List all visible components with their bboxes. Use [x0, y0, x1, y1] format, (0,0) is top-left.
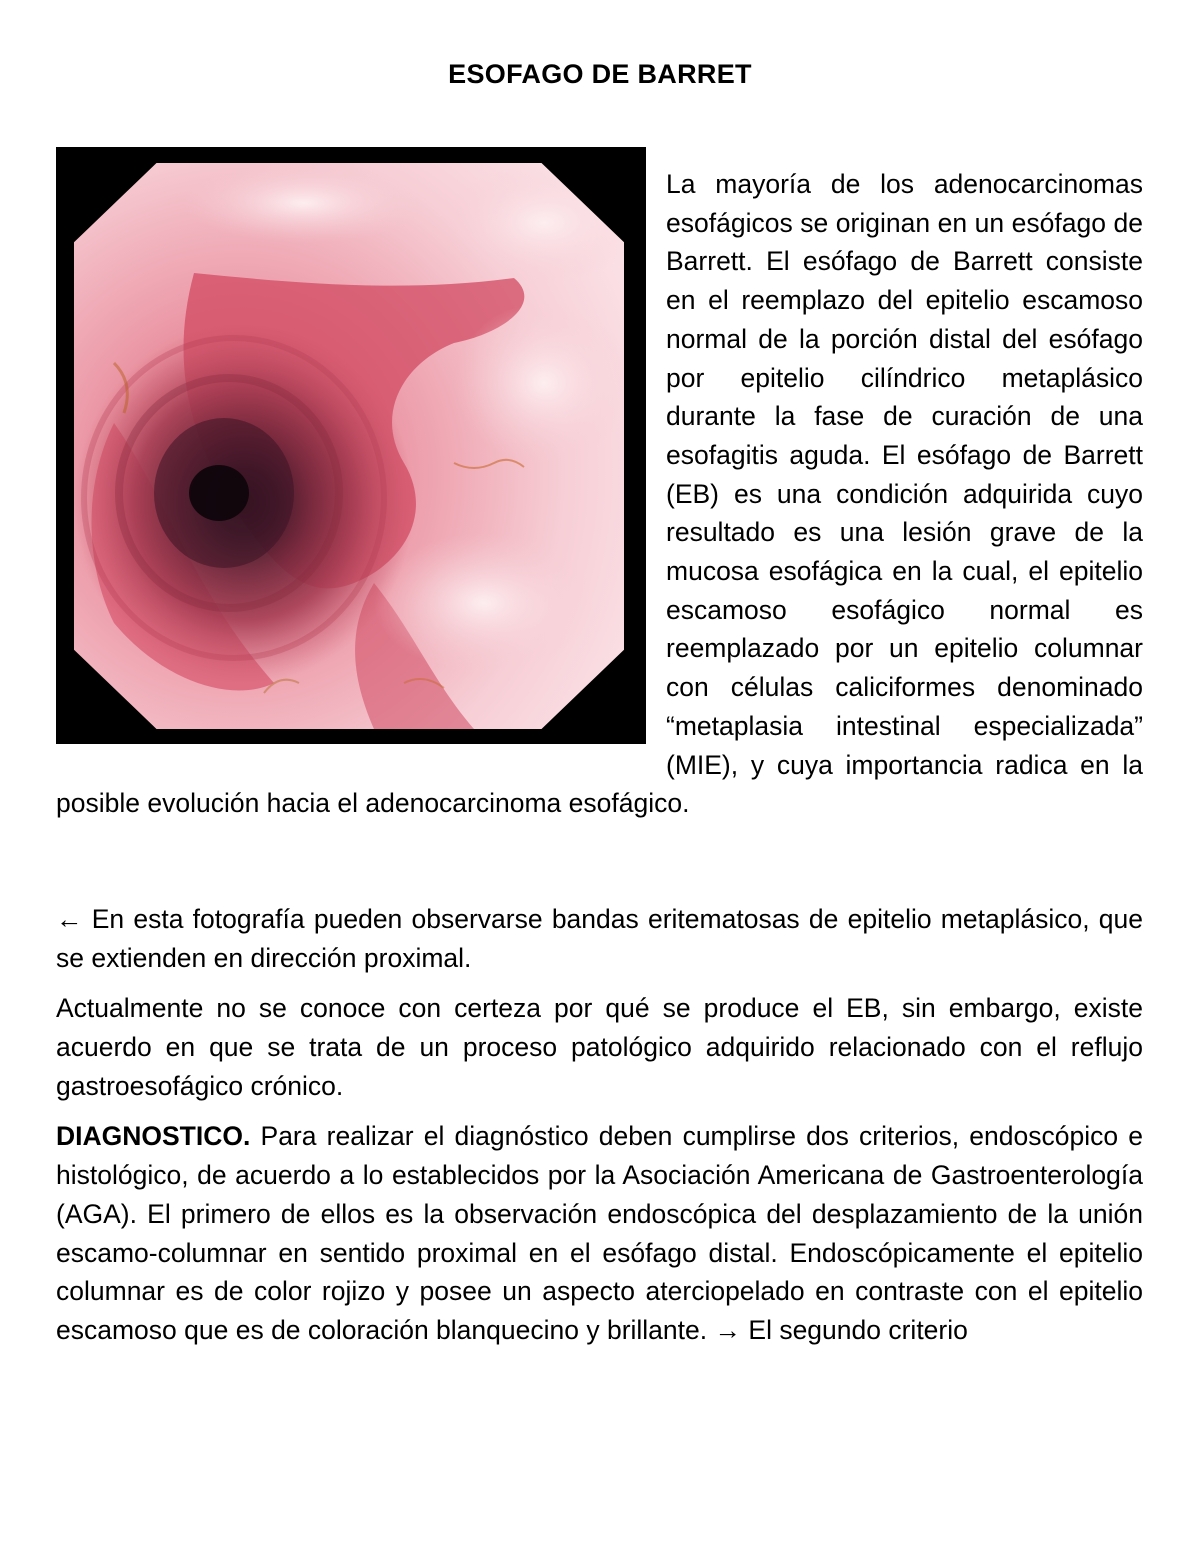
left-arrow-icon: ← [56, 903, 83, 934]
esophagus-endoscopy-image [74, 163, 624, 729]
diagnostico-text: Para realizar el diagnóstico deben cumplirse dos criterios, endoscópico e histológico, de acuerdo a lo establecidos por la Asociación Americana de Gastroenterología (AGA). El primero de ellos es la observación endoscópica del desplazamiento de la unión escamo-columnar en sentido proximal en el esófago distal. Endoscópicamente el epitelio columnar es de color rojizo y posee un aspecto aterciopelado en contraste con el epitelio escamoso que es de coloración blanquecino y brillante. [56, 1121, 1143, 1345]
right-arrow-icon: → [714, 1314, 742, 1345]
photo-caption [56, 900, 1143, 977]
document-title: ESOFAGO DE BARRET [448, 59, 752, 89]
document-body [56, 165, 1143, 1362]
diagnostico-heading: DIAGNOSTICO. [56, 1121, 251, 1152]
paragraph-2: Actualmente no se conoce con certeza por qué se produce el EB, sin embargo, existe acuerdo en que se trata de un proceso patológico adquirido relacionado con el reflujo gastroesofágico crónico. [56, 993, 1143, 1101]
intro-paragraph: La mayoría de los adenocarcinomas esofágicos se originan en un esófago de Barrett. El esófago de Barrett consiste en el reemplazo del epitelio escamoso normal de la porción distal del esófago por epitelio cilíndrico metaplásico durante la fase de curación de una esofagitis aguda. El esófago de Barrett (EB) es una condición adquirida cuyo resultado es una lesión grave de la mucosa esofágica en la cual, el epitelio escamoso esofágico normal es reemplazado por un epitelio columnar con células caliciformes denominado “metaplasia intestinal especializada” (MIE), y cuya importancia radica en la posible evolución hacia el adenocarcinoma esofágico. [56, 169, 1143, 819]
caption-text: En esta fotografía pueden observarse bandas eritematosas de epitelio metaplásico, que se extienden en dirección proximal. [56, 903, 1143, 973]
endoscopic-photo [74, 163, 624, 729]
endoscopy-figure [56, 147, 646, 744]
diagnostico-tail: El segundo criterio [748, 1314, 968, 1345]
diagnostico-paragraph [56, 1117, 1143, 1349]
spacer [56, 823, 1143, 900]
